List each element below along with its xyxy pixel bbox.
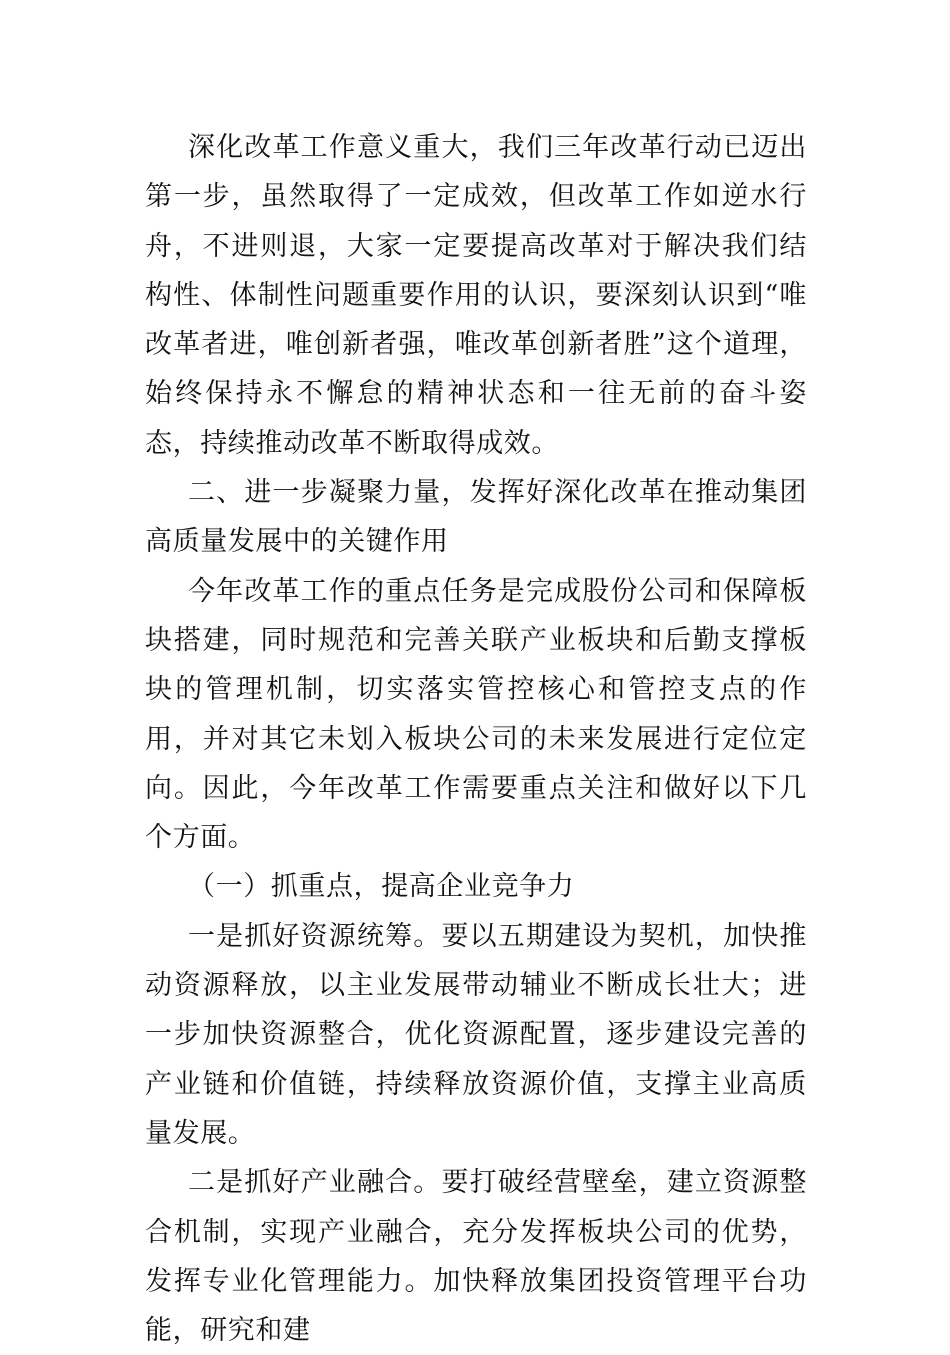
paragraph-resource-coordination: 一是抓好资源统筹。要以五期建设为契机，加快推动资源释放，以主业发展带动辅业不断成长壮大；进一步加快资源整合，优化资源配置，逐步建设完善的产业链和价值链，持续释放资源价值，支撑主业高质量发展。 bbox=[145, 920, 807, 1149]
paragraph-key-tasks: 今年改革工作的重点任务是完成股份公司和保障板块搭建，同时规范和完善关联产业板块和后勤支撑板块的管理机制，切实落实管控核心和管控支点的作用，并对其它未划入板块公司的未来发展进行定位定向。因此，今年改革工作需要重点关注和做好以下几个方面。 bbox=[145, 575, 807, 854]
section-heading-2: 二、进一步凝聚力量，发挥好深化改革在推动集团高质量发展中的关键作用 bbox=[145, 477, 807, 558]
paragraph-reform-significance: 深化改革工作意义重大，我们三年改革行动已迈出第一步，虽然取得了一定成效，但改革工作如逆水行舟，不进则退，大家一定要提高改革对于解决我们结构性、体制性问题重要作用的认识，要深刻认识到“唯改革者进，唯创新者强，唯改革创新者胜”这个道理，始终保持永不懈怠的精神状态和一往无前的奋斗姿态，持续推动改革不断取得成效。 bbox=[145, 132, 807, 459]
subsection-heading-1: （一）抓重点，提高企业竞争力 bbox=[188, 871, 575, 903]
document-body bbox=[145, 123, 807, 1355]
paragraph-industry-integration: 二是抓好产业融合。要打破经营壁垒，建立资源整合机制，实现产业融合，充分发挥板块公司的优势，发挥专业化管理能力。加快释放集团投资管理平台功能，研究和建 bbox=[145, 1167, 807, 1347]
